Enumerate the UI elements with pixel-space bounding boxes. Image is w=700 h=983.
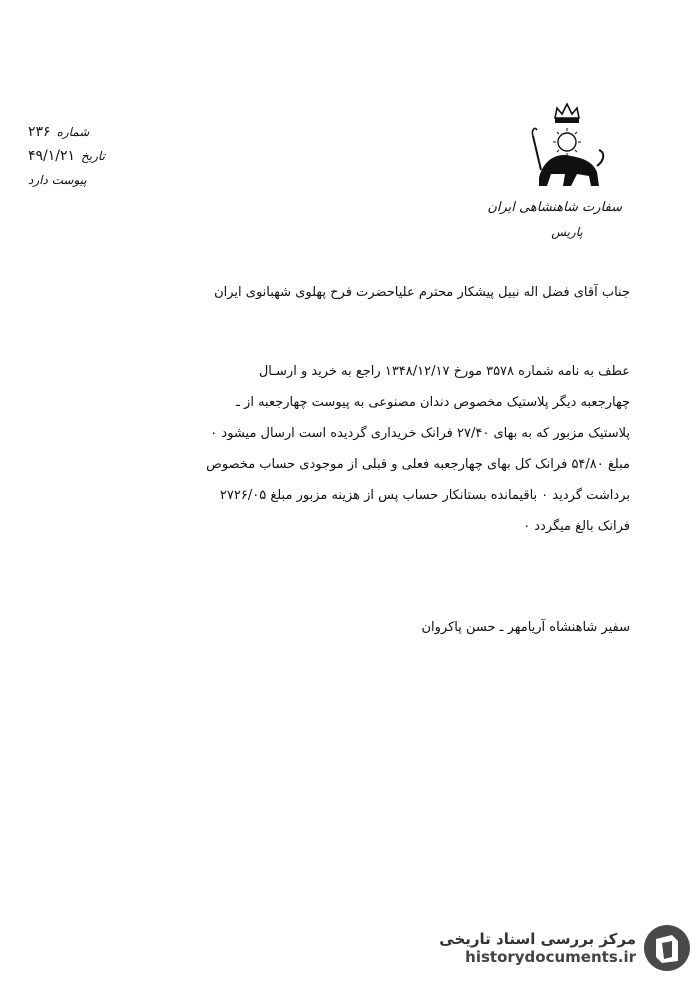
watermark <box>439 923 692 973</box>
attachment-note: پیوست دارد <box>28 173 87 187</box>
body-line: فرانک بالغ میگردد ۰ <box>523 519 630 534</box>
body-line: چهارجعبه دیگر پلاستیک مخصوص دندان مصنوعی به پیوست چهارجعبه از ـ <box>236 395 630 410</box>
body-line: برداشت گردید ۰ باقیمانده بستانکار حساب پس از هزینه مزبور مبلغ ۲۷۲۶/۰۵ <box>219 488 630 503</box>
body-line: پلاستیک مزبور که به بهای ۲۷/۴۰ فرانک خریداری گردیده است ارسال میشود ۰ <box>210 426 630 441</box>
watermark-name: مرکز بررسی اسناد تاریخی <box>439 930 636 948</box>
date-row <box>28 144 178 168</box>
letterhead <box>487 100 622 239</box>
lion-and-sun-emblem-icon <box>527 100 607 196</box>
number-value: ۲۳۶ <box>28 124 51 140</box>
date-value: ۴۹/۱/۲۱ <box>28 148 76 164</box>
reference-block <box>28 120 178 192</box>
recipient-address: جناب آقای فضل اله نبیل پیشکار محترم علیاحضرت فرح پهلوی شهبانوی ایران <box>214 285 630 300</box>
number-label: شماره <box>56 125 90 139</box>
embassy-name: سفارت شاهنشاهی ایران <box>487 200 622 215</box>
letter-body <box>30 356 630 542</box>
body-line: عطف به نامه شماره ۳۵۷۸ مورخ ۱۳۴۸/۱۲/۱۷ راجع به خرید و ارسـال <box>258 364 630 379</box>
signature-line: سفیر شاهنشاه آریامهر ـ حسن پاکروان <box>421 620 630 635</box>
city-name: پاریس <box>551 225 583 239</box>
body-line: مبلغ ۵۴/۸۰ فرانک کل بهای چهارجعبه فعلی و قبلی از موجودی حساب مخصوص <box>206 457 630 472</box>
attachment-row <box>28 168 178 192</box>
archive-logo-icon <box>642 923 692 973</box>
number-row <box>28 120 178 144</box>
watermark-text <box>439 930 636 966</box>
watermark-url: historydocuments.ir <box>465 948 636 966</box>
date-label: تاریخ <box>81 149 105 163</box>
